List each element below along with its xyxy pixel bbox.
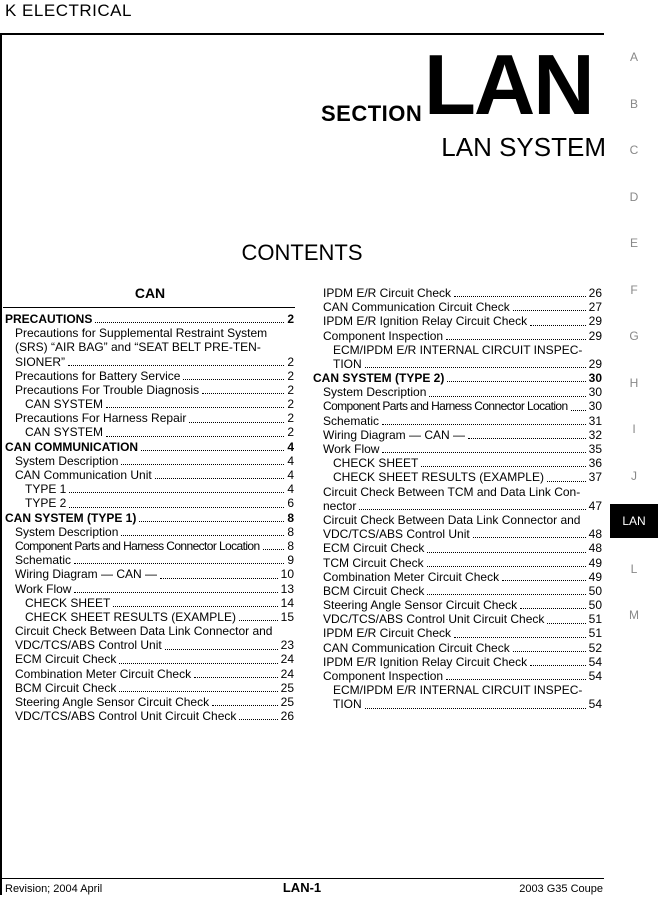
toc-entry-title: CAN Communication Unit — [15, 468, 152, 483]
toc-entry-page: 26 — [280, 709, 294, 724]
toc-entry-title: Precautions For Trouble Diagnosis — [15, 382, 200, 397]
toc-entry-title: Combination Meter Circuit Check — [15, 666, 192, 681]
toc-entry-title: Component Parts and Harness Connector Location — [15, 538, 260, 553]
toc-entry[interactable] — [5, 610, 294, 624]
toc-leader-dots — [74, 592, 277, 593]
toc-entry-title: Combination Meter Circuit Check — [323, 569, 500, 584]
toc-entry[interactable] — [313, 442, 602, 456]
toc-entry-title: Precautions For Harness Repair — [15, 411, 187, 426]
toc-entry-title: IPDM E/R Ignition Relay Circuit Check — [323, 654, 528, 669]
toc-entry[interactable] — [5, 426, 294, 440]
toc-entry-title: (SRS) “AIR BAG” and “SEAT BELT PRE-TEN- — [15, 340, 261, 355]
section-index-sidebar — [610, 0, 658, 900]
toc-leader-dots — [212, 705, 278, 706]
toc-leader-dots — [74, 563, 284, 564]
toc-entry-title: Circuit Check Between TCM and Data Link Con- — [323, 484, 581, 499]
toc-entry[interactable] — [5, 567, 294, 581]
toc-entry-title: Circuit Check Between Data Link Connector and — [15, 624, 273, 639]
toc-leader-dots — [427, 594, 585, 595]
toc-entry-title: IPDM E/R Ignition Relay Circuit Check — [323, 314, 528, 329]
toc-entry[interactable] — [5, 511, 294, 525]
toc-entry-page: 30 — [588, 385, 602, 400]
toc-entry-title: Steering Angle Sensor Circuit Check — [323, 598, 518, 613]
toc-leader-dots — [139, 521, 284, 522]
toc-leader-dots — [113, 606, 277, 607]
toc-entry-page: 30 — [588, 399, 602, 414]
toc-entry[interactable] — [313, 485, 602, 499]
toc-entry[interactable] — [313, 329, 602, 343]
toc-leader-dots — [141, 450, 284, 451]
toc-entry-title: Component Parts and Harness Connector Location — [323, 399, 568, 414]
section-label: SECTION — [321, 101, 423, 126]
toc-leader-dots — [365, 708, 586, 709]
toc-leader-dots — [155, 478, 285, 479]
toc-entry-title: CAN SYSTEM (TYPE 2) — [313, 371, 445, 386]
toc-leader-dots — [160, 578, 278, 579]
toc-entry[interactable] — [313, 343, 602, 357]
toc-entry-page: 36 — [588, 456, 602, 471]
toc-entry[interactable] — [5, 355, 294, 369]
toc-entry-title: SIONER” — [15, 354, 66, 369]
toc-entry[interactable] — [5, 397, 294, 411]
toc-entry[interactable] — [5, 695, 294, 709]
toc-entry[interactable] — [5, 340, 294, 354]
toc-entry-page: 30 — [588, 371, 602, 386]
toc-entry[interactable] — [313, 499, 602, 513]
header-rule — [0, 33, 604, 35]
toc-right-column — [313, 286, 602, 712]
toc-entry[interactable] — [313, 286, 602, 300]
toc-entry-page: 14 — [280, 595, 294, 610]
toc-leader-dots — [365, 367, 586, 368]
toc-entry-title: System Description — [15, 524, 119, 539]
toc-entry-page: 50 — [588, 598, 602, 613]
footer-revision: Revision; 2004 April — [5, 883, 103, 895]
toc-entry[interactable] — [313, 641, 602, 655]
toc-entry-title: VDC/TCS/ABS Control Unit Circuit Check — [323, 612, 545, 627]
toc-entry[interactable] — [313, 584, 602, 598]
toc-entry[interactable] — [5, 653, 294, 667]
toc-leader-dots — [106, 436, 284, 437]
toc-entry[interactable] — [5, 383, 294, 397]
toc-entry[interactable] — [5, 525, 294, 539]
toc-leader-dots — [446, 679, 586, 680]
toc-entry[interactable] — [313, 513, 602, 527]
toc-entry[interactable] — [5, 468, 294, 482]
toc-leader-dots — [119, 663, 277, 664]
toc-entry[interactable] — [313, 556, 602, 570]
section-code: LAN — [424, 38, 593, 133]
toc-entry-title: Component Inspection — [323, 328, 444, 343]
section-title: LAN SYSTEM — [441, 132, 606, 162]
toc-leader-dots — [121, 464, 284, 465]
toc-entry-title: System Description — [15, 453, 119, 468]
toc-entry-page: 2 — [287, 411, 294, 426]
toc-entry-page: 49 — [588, 555, 602, 570]
toc-entry-title: TYPE 1 — [25, 482, 67, 497]
toc-leader-dots — [454, 637, 586, 638]
toc-entry[interactable] — [313, 612, 602, 626]
left-margin-rule — [0, 33, 2, 895]
footer-model: 2003 G35 Coupe — [519, 883, 603, 895]
section-tab-j[interactable]: J — [631, 468, 637, 483]
can-group-rule — [3, 307, 295, 308]
toc-entry[interactable] — [5, 482, 294, 496]
toc-entry-title: IPDM E/R Circuit Check — [323, 285, 452, 300]
footer-page-number: LAN-1 — [282, 880, 322, 895]
toc-left-column — [5, 312, 294, 723]
toc-leader-dots — [530, 665, 586, 666]
toc-entry-page: 49 — [588, 569, 602, 584]
toc-entry-title: CAN SYSTEM — [25, 397, 104, 412]
toc-entry[interactable] — [313, 385, 602, 399]
toc-entry-page: 15 — [280, 609, 294, 624]
toc-entry-title: Precautions for Battery Service — [15, 368, 181, 383]
toc-entry-page: 2 — [287, 368, 294, 383]
toc-entry-title: Wiring Diagram — CAN — — [323, 427, 466, 442]
toc-leader-dots — [69, 507, 284, 508]
toc-entry-page: 54 — [588, 697, 602, 712]
toc-entry-title: BCM Circuit Check — [15, 680, 117, 695]
toc-entry-page: 47 — [588, 498, 602, 513]
toc-entry-title: Schematic — [15, 553, 72, 568]
toc-entry-title: Work Flow — [323, 442, 380, 457]
toc-entry-title: PRECAUTIONS — [5, 311, 93, 326]
toc-leader-dots — [202, 393, 284, 394]
toc-entry-page: 27 — [588, 300, 602, 315]
toc-leader-dots — [68, 365, 284, 366]
toc-entry-page: 29 — [588, 356, 602, 371]
toc-entry-title: ECM Circuit Check — [323, 541, 425, 556]
toc-entry-page: 8 — [287, 538, 294, 553]
toc-entry-page: 4 — [287, 453, 294, 468]
toc-leader-dots — [165, 649, 278, 650]
toc-entry-title: TYPE 2 — [25, 496, 67, 511]
toc-leader-dots — [520, 608, 586, 609]
toc-leader-dots — [382, 452, 585, 453]
toc-entry-title: System Description — [323, 385, 427, 400]
toc-entry[interactable] — [5, 624, 294, 638]
chapter-header: K ELECTRICAL — [5, 1, 132, 20]
toc-entry-page: 52 — [588, 640, 602, 655]
toc-entry[interactable] — [313, 683, 602, 697]
toc-leader-dots — [513, 651, 586, 652]
toc-entry[interactable] — [313, 669, 602, 683]
section-tab-lan[interactable]: LAN — [610, 504, 658, 538]
toc-leader-dots — [239, 620, 278, 621]
toc-leader-dots — [189, 422, 284, 423]
toc-leader-dots — [106, 407, 284, 408]
toc-entry-page: 10 — [280, 567, 294, 582]
toc-entry-title: CAN Communication Circuit Check — [323, 300, 510, 315]
toc-entry-page: 24 — [280, 652, 294, 667]
toc-entry[interactable] — [5, 709, 294, 723]
toc-entry[interactable] — [313, 414, 602, 428]
toc-entry[interactable] — [5, 553, 294, 567]
toc-entry[interactable] — [313, 470, 602, 484]
toc-entry-title: VDC/TCS/ABS Control Unit — [15, 638, 162, 653]
toc-entry-title: VDC/TCS/ABS Control Unit — [323, 527, 470, 542]
toc-leader-dots — [473, 537, 586, 538]
toc-entry[interactable] — [5, 681, 294, 695]
footer-rule — [0, 878, 604, 879]
toc-entry-page: 13 — [280, 581, 294, 596]
toc-entry-page: 32 — [588, 427, 602, 442]
toc-entry[interactable] — [313, 627, 602, 641]
toc-leader-dots — [530, 325, 586, 326]
toc-entry-title: CAN COMMUNICATION — [5, 439, 139, 454]
toc-entry-title: nector — [323, 498, 357, 513]
toc-leader-dots — [183, 379, 284, 380]
toc-leader-dots — [263, 549, 285, 550]
section-tab-l[interactable]: L — [630, 561, 638, 576]
toc-entry-title: ECM/IPDM E/R INTERNAL CIRCUIT INSPEC- — [333, 683, 583, 698]
toc-entry[interactable] — [5, 411, 294, 425]
toc-entry[interactable] — [313, 527, 602, 541]
toc-leader-dots — [69, 492, 284, 493]
toc-entry-title: Steering Angle Sensor Circuit Check — [15, 695, 210, 710]
section-tab-c[interactable]: C — [629, 143, 639, 157]
toc-entry[interactable] — [313, 300, 602, 314]
toc-entry[interactable] — [313, 655, 602, 669]
section-tab-i[interactable]: I — [632, 422, 636, 436]
toc-leader-dots — [571, 410, 586, 411]
toc-leader-dots — [446, 339, 586, 340]
toc-entry-title: CHECK SHEET RESULTS (EXAMPLE) — [333, 470, 544, 485]
toc-entry-page: 2 — [287, 354, 294, 369]
toc-entry-title: Wiring Diagram — CAN — — [15, 567, 158, 582]
toc-leader-dots — [239, 719, 277, 720]
toc-entry-title: CAN SYSTEM (TYPE 1) — [5, 510, 137, 525]
toc-entry[interactable] — [5, 312, 294, 326]
toc-entry-page: 24 — [280, 666, 294, 681]
toc-entry[interactable] — [5, 369, 294, 383]
toc-entry[interactable] — [5, 539, 294, 553]
toc-entry[interactable] — [313, 314, 602, 328]
toc-entry-page: 25 — [280, 680, 294, 695]
toc-leader-dots — [427, 552, 585, 553]
toc-entry-page: 23 — [280, 638, 294, 653]
section-tab-a[interactable]: A — [629, 50, 638, 64]
toc-entry[interactable] — [313, 456, 602, 470]
section-tab-m[interactable]: M — [629, 608, 639, 622]
toc-leader-dots — [194, 677, 278, 678]
section-tab-h[interactable]: H — [629, 375, 639, 390]
toc-entry-title: ECM Circuit Check — [15, 652, 117, 667]
toc-leader-dots — [427, 566, 586, 567]
toc-entry-title: CHECK SHEET RESULTS (EXAMPLE) — [25, 609, 236, 624]
section-tab-g[interactable]: G — [629, 329, 639, 343]
toc-entry-title: Precautions for Supplemental Restraint System — [15, 326, 268, 341]
toc-entry-title: IPDM E/R Circuit Check — [323, 626, 452, 641]
can-group-title: CAN — [134, 285, 166, 301]
toc-leader-dots — [119, 691, 277, 692]
toc-entry-page: 2 — [287, 311, 294, 326]
toc-leader-dots — [468, 438, 586, 439]
toc-leader-dots — [547, 623, 585, 624]
toc-entry-title: VDC/TCS/ABS Control Unit Circuit Check — [15, 709, 237, 724]
toc-entry-page: 26 — [588, 285, 602, 300]
toc-entry-title: ECM/IPDM E/R INTERNAL CIRCUIT INSPEC- — [333, 342, 583, 357]
section-tab-f[interactable]: F — [630, 282, 638, 297]
toc-entry-page: 2 — [287, 425, 294, 440]
contents-heading: CONTENTS — [241, 240, 363, 265]
toc-leader-dots — [429, 396, 585, 397]
toc-entry-page: 25 — [280, 695, 294, 710]
toc-leader-dots — [454, 296, 586, 297]
toc-entry[interactable] — [5, 582, 294, 596]
toc-entry-title: TCM Circuit Check — [323, 555, 424, 570]
toc-entry-page: 29 — [588, 328, 602, 343]
toc-leader-dots — [547, 481, 586, 482]
toc-entry-title: CHECK SHEET — [25, 595, 111, 610]
toc-entry-page: 9 — [287, 553, 294, 568]
toc-entry-page: 48 — [588, 541, 602, 556]
toc-entry-page: 51 — [588, 612, 602, 627]
toc-entry[interactable] — [5, 496, 294, 510]
toc-entry[interactable] — [313, 570, 602, 584]
toc-entry[interactable] — [313, 541, 602, 555]
toc-entry[interactable] — [313, 598, 602, 612]
toc-entry-title: Schematic — [323, 413, 380, 428]
toc-entry-page: 51 — [588, 626, 602, 641]
toc-leader-dots — [513, 310, 586, 311]
toc-entry-page: 4 — [287, 439, 294, 454]
toc-entry[interactable] — [313, 428, 602, 442]
toc-entry-page: 2 — [287, 382, 294, 397]
toc-entry-title: CAN SYSTEM — [25, 425, 104, 440]
toc-entry[interactable] — [313, 357, 602, 371]
toc-entry[interactable] — [5, 440, 294, 454]
toc-entry[interactable] — [313, 400, 602, 414]
toc-entry[interactable] — [313, 371, 602, 385]
toc-entry-page: 29 — [588, 314, 602, 329]
toc-entry-page: 54 — [588, 654, 602, 669]
toc-entry-page: 6 — [287, 496, 294, 511]
toc-entry-page: 8 — [287, 524, 294, 539]
section-tab-e[interactable]: E — [629, 236, 638, 250]
toc-leader-dots — [359, 509, 585, 510]
toc-entry-page: 48 — [588, 527, 602, 542]
toc-entry[interactable] — [5, 596, 294, 610]
toc-entry-page: 8 — [287, 510, 294, 525]
toc-entry[interactable] — [5, 326, 294, 340]
section-tab-d[interactable]: D — [629, 189, 639, 204]
toc-leader-dots — [502, 580, 586, 581]
toc-entry-title: TION — [333, 356, 362, 371]
toc-leader-dots — [382, 424, 586, 425]
toc-entry-title: Work Flow — [15, 581, 72, 596]
toc-entry-title: Circuit Check Between Data Link Connector and — [323, 512, 581, 527]
toc-leader-dots — [447, 381, 585, 382]
toc-entry[interactable] — [5, 667, 294, 681]
toc-entry-title: Component Inspection — [323, 669, 444, 684]
toc-entry[interactable] — [5, 638, 294, 652]
toc-entry-title: CHECK SHEET — [333, 456, 419, 471]
toc-entry-page: 2 — [287, 397, 294, 412]
toc-entry-title: BCM Circuit Check — [323, 583, 425, 598]
toc-entry[interactable] — [5, 454, 294, 468]
toc-entry-page: 50 — [588, 583, 602, 598]
toc-entry[interactable] — [313, 697, 602, 711]
toc-entry-page: 4 — [287, 468, 294, 483]
toc-leader-dots — [95, 322, 284, 323]
section-tab-b[interactable]: B — [629, 96, 638, 111]
toc-entry-page: 35 — [588, 442, 602, 457]
toc-entry-page: 37 — [588, 470, 602, 485]
toc-entry-title: TION — [333, 697, 362, 712]
toc-leader-dots — [121, 535, 284, 536]
toc-entry-page: 31 — [588, 413, 602, 428]
toc-entry-page: 4 — [287, 482, 294, 497]
toc-leader-dots — [421, 466, 585, 467]
toc-entry-page: 54 — [588, 669, 602, 684]
toc-entry-title: CAN Communication Circuit Check — [323, 640, 510, 655]
